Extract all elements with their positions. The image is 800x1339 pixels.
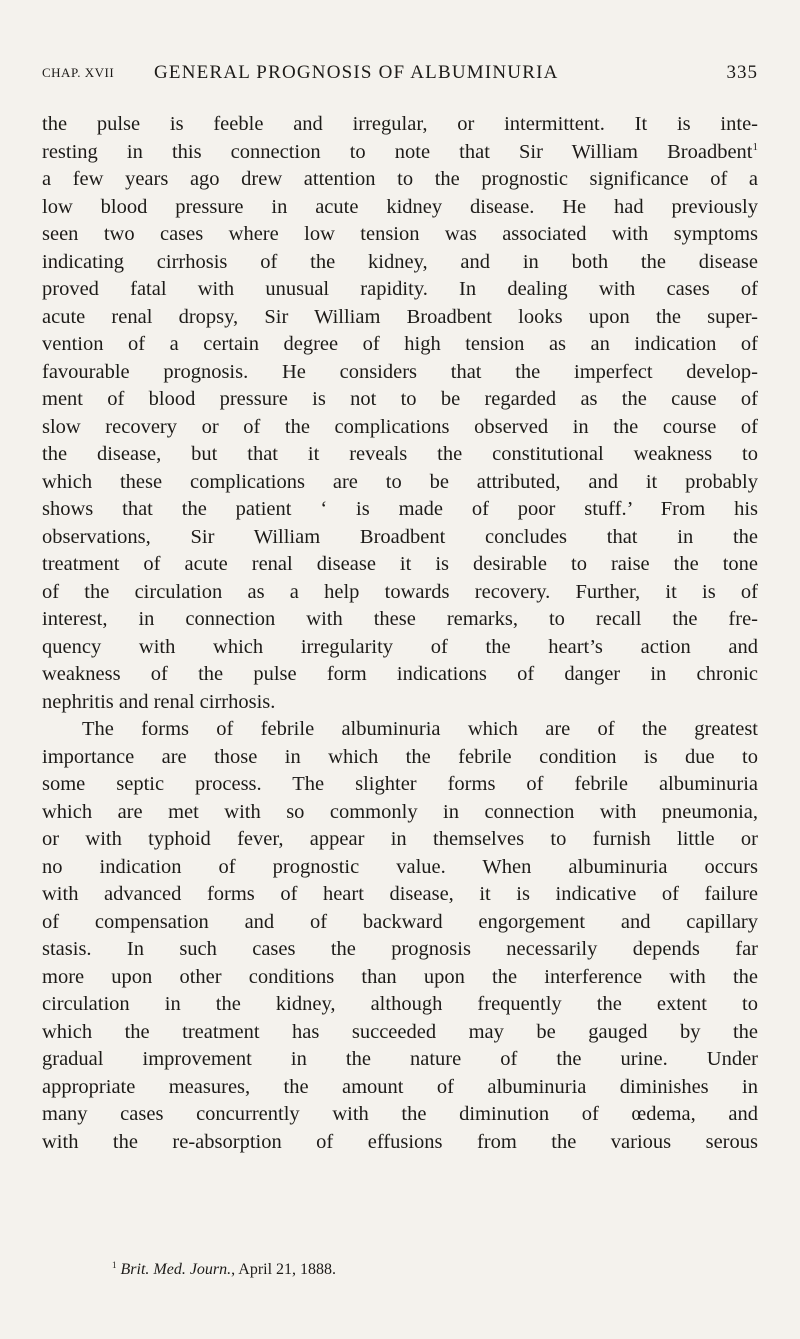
text-line: gradual improvement in the nature of the urine. Under bbox=[42, 1048, 758, 1070]
text-line: appropriate measures, the amount of albuminuria diminishes in bbox=[42, 1075, 758, 1098]
running-header bbox=[42, 62, 758, 92]
footnote bbox=[112, 1261, 336, 1279]
footnote-source: Brit. Med. Journ. bbox=[120, 1261, 232, 1278]
text-line: slow recovery or of the complications observed in the course of bbox=[42, 415, 758, 438]
text-line: importance are those in which the febrile condition is due to bbox=[42, 745, 758, 768]
text-line: the disease, but that it reveals the constitutional weakness to bbox=[42, 443, 758, 465]
text-line: shows that the patient ‘ is made of poor stuff.’ From his bbox=[42, 498, 758, 520]
text-line: with the re-absorption of effusions from the various serous bbox=[42, 1130, 758, 1153]
text-line: circulation in the kidney, although frequently the extent to bbox=[42, 993, 758, 1015]
text-line: a few years ago drew attention to the prognostic significance of a bbox=[42, 168, 758, 190]
chapter-label: CHAP. XVII bbox=[42, 65, 115, 80]
running-title: GENERAL PROGNOSIS OF ALBUMINURIA bbox=[154, 62, 559, 83]
text-line: resting in this connection to note that Sir William Broadbent$^1$ bbox=[42, 140, 758, 163]
text-line: quency with which irregularity of the heart’s action and bbox=[42, 635, 758, 658]
text-line: interest, in connection with these remarks, to recall the fre- bbox=[42, 608, 758, 630]
text-line: weakness of the pulse form indications of danger in chronic bbox=[42, 663, 758, 685]
text-line: which are met with so commonly in connection with pneumonia, bbox=[42, 800, 758, 823]
text-line: no indication of prognostic value. When albuminuria occurs bbox=[42, 855, 758, 878]
text-line: vention of a certain degree of high tension as an indication of bbox=[42, 333, 758, 355]
text-line: the pulse is feeble and irregular, or intermittent. It is inte- bbox=[42, 113, 758, 135]
text-line: of compensation and of backward engorgement and capillary bbox=[42, 910, 758, 933]
text-line: proved fatal with unusual rapidity. In dealing with cases of bbox=[42, 278, 758, 300]
footnote-citation: , April 21, 1888. bbox=[231, 1261, 337, 1278]
text-line: more upon other conditions than upon the interference with the bbox=[42, 965, 758, 988]
text-line: ment of blood pressure is not to be regarded as the cause of bbox=[42, 388, 758, 410]
text-line: seen two cases where low tension was associated with symptoms bbox=[42, 223, 758, 245]
text-line: many cases concurrently with the diminution of œdema, and bbox=[42, 1103, 758, 1125]
body-text bbox=[42, 111, 758, 1156]
text-line: of the circulation as a help towards recovery. Further, it is of bbox=[42, 580, 758, 603]
text-line: The forms of febrile albuminuria which are of the greatest bbox=[82, 718, 758, 740]
text-line: nephritis and renal cirrhosis. bbox=[42, 690, 276, 713]
page-number: 335 bbox=[726, 62, 758, 83]
text-line: which these complications are to be attributed, and it probably bbox=[42, 470, 758, 493]
text-line: with advanced forms of heart disease, it is indicative of failure bbox=[42, 883, 758, 905]
footnote-number: 1 bbox=[112, 1260, 117, 1270]
text-line: or with typhoid fever, appear in themselves to furnish little or bbox=[42, 828, 758, 850]
text-line: observations, Sir William Broadbent concludes that in the bbox=[42, 525, 758, 548]
text-line: stasis. In such cases the prognosis necessarily depends far bbox=[42, 938, 758, 960]
footnote-marker: 1 bbox=[752, 140, 758, 153]
text-line: treatment of acute renal disease it is desirable to raise the tone bbox=[42, 553, 758, 575]
text-line: favourable prognosis. He considers that the imperfect develop- bbox=[42, 360, 758, 383]
text-line: acute renal dropsy, Sir William Broadbent looks upon the super- bbox=[42, 305, 758, 328]
text-line: indicating cirrhosis of the kidney, and in both the disease bbox=[42, 250, 758, 273]
text-line: some septic process. The slighter forms of febrile albuminuria bbox=[42, 773, 758, 795]
text-line: which the treatment has succeeded may be gauged by the bbox=[42, 1020, 758, 1043]
text-line: low blood pressure in acute kidney disease. He had previously bbox=[42, 195, 758, 218]
